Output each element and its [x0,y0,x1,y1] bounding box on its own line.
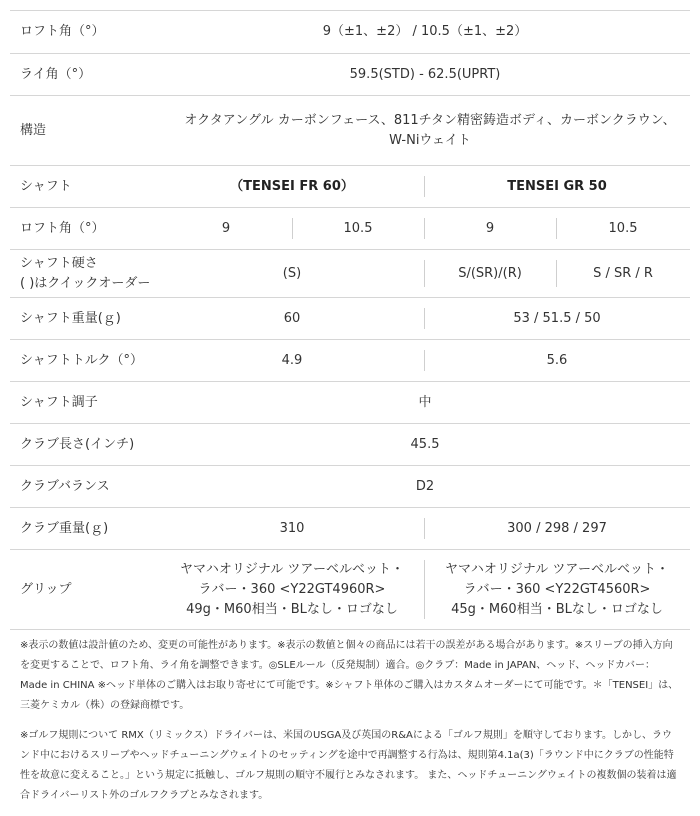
grip-fr-line3: 49g・M60相当・BLなし・ロゴなし [186,601,398,617]
grip-gr [424,550,690,630]
row-shaft-weight [10,298,690,340]
flex-label [10,250,160,298]
loft-label: ロフト角（°） [10,11,160,54]
shaft-loft-gr-b: 10.5 [556,208,690,250]
shaft-loft-fr-b: 10.5 [292,208,424,250]
spec-table [10,10,690,630]
row-kick [10,382,690,424]
footnotes [20,636,682,816]
grip-gr-line1: ヤマハオリジナル ツアーベルベット・ [445,561,669,577]
flex-fr: (S) [160,250,424,298]
kick-label: シャフト調子 [10,382,160,424]
length-value: 45.5 [160,424,690,466]
grip-gr-line3: 45g・M60相当・BLなし・ロゴなし [451,601,663,617]
row-torque [10,340,690,382]
club-weight-label: クラブ重量(ｇ) [10,508,160,550]
row-flex [10,250,690,298]
club-weight-gr: 300 / 298 / 297 [424,508,690,550]
row-length [10,424,690,466]
row-balance [10,466,690,508]
grip-fr-line1: ヤマハオリジナル ツアーベルベット・ [180,561,404,577]
row-shaft [10,166,690,208]
lie-label: ライ角（°） [10,54,160,96]
torque-label: シャフトトルク（°） [10,340,160,382]
club-weight-fr: 310 [160,508,424,550]
row-grip [10,550,690,630]
footnote-golf-rules: ※ゴルフ規則について RMX（リミックス）ドライバーは、米国のUSGA及び英国のR&Aによる「ゴルフ規則」を順守しております。しかし、ラウンド中におけるスリーブやヘッドチューニングウェイトのセッティングを途中で再調整する行為は、規則第4.1a(3)「ラウンド中にクラブの性能特性を故意に変えること。」という規定に抵触し、ゴルフ規則の順守不履行とみなされます。 また、ヘッドチューニングウェイトの複数個の装着は適合ドライバーリスト外のゴルフクラブとみなされます。 [20,730,677,801]
construction-value: オクタアングル カーボンフェース、811チタン精密鋳造ボディ、カーボンクラウン、W-Niウェイト [160,96,690,166]
shaft-label: シャフト [10,166,160,208]
row-club-weight [10,508,690,550]
flex-label-line1: シャフト硬さ [20,255,98,271]
shaft-weight-gr: 53 / 51.5 / 50 [424,298,690,340]
torque-gr: 5.6 [424,340,690,382]
grip-fr-line2: ラバー・360 <Y22GT4960R> [198,581,386,597]
flex-label-line2: ( )はクイックオーダー [20,275,151,291]
row-construction [10,96,690,166]
grip-label: グリップ [10,550,160,630]
flex-gr-b: S / SR / R [556,250,690,298]
row-shaft-loft [10,208,690,250]
lie-value: 59.5(STD) - 62.5(UPRT) [160,54,690,96]
footnote-specs: ※表示の数値は設計値のため、変更の可能性があります。※表示の数値と個々の商品には若干の誤差がある場合があります。※スリーブの挿入方向を変更することで、ロフト角、ライ角を調整できます。◎SLEルール（反発規制）適合。◎クラブ：Made in JAPAN、ヘッド、ヘッドカバー：Made in CHINA ※ヘッド単体のご購入はお取り寄せにて可能です。※シャフト単体のご購入はカスタムオーダーにて可能です。＊「TENSEI」は、三菱ケミカル（株）の登録商標です。 [20,640,679,711]
balance-value: D2 [160,466,690,508]
loft-value: 9（±1、±2） / 10.5（±1、±2） [160,11,690,54]
flex-gr-a: S/(SR)/(R) [424,250,556,298]
length-label: クラブ長さ(インチ) [10,424,160,466]
shaft-fr-name: （TENSEI FR 60） [160,166,424,208]
row-lie [10,54,690,96]
balance-label: クラブバランス [10,466,160,508]
shaft-loft-fr-a: 9 [160,208,292,250]
shaft-weight-label: シャフト重量(ｇ) [10,298,160,340]
grip-fr [160,550,424,630]
construction-label: 構造 [10,96,160,166]
torque-fr: 4.9 [160,340,424,382]
shaft-loft-gr-a: 9 [424,208,556,250]
row-loft [10,11,690,54]
grip-gr-line2: ラバー・360 <Y22GT4560R> [463,581,651,597]
shaft-gr-name: TENSEI GR 50 [424,166,690,208]
shaft-weight-fr: 60 [160,298,424,340]
shaft-loft-label: ロフト角（°） [10,208,160,250]
kick-value: 中 [160,382,690,424]
